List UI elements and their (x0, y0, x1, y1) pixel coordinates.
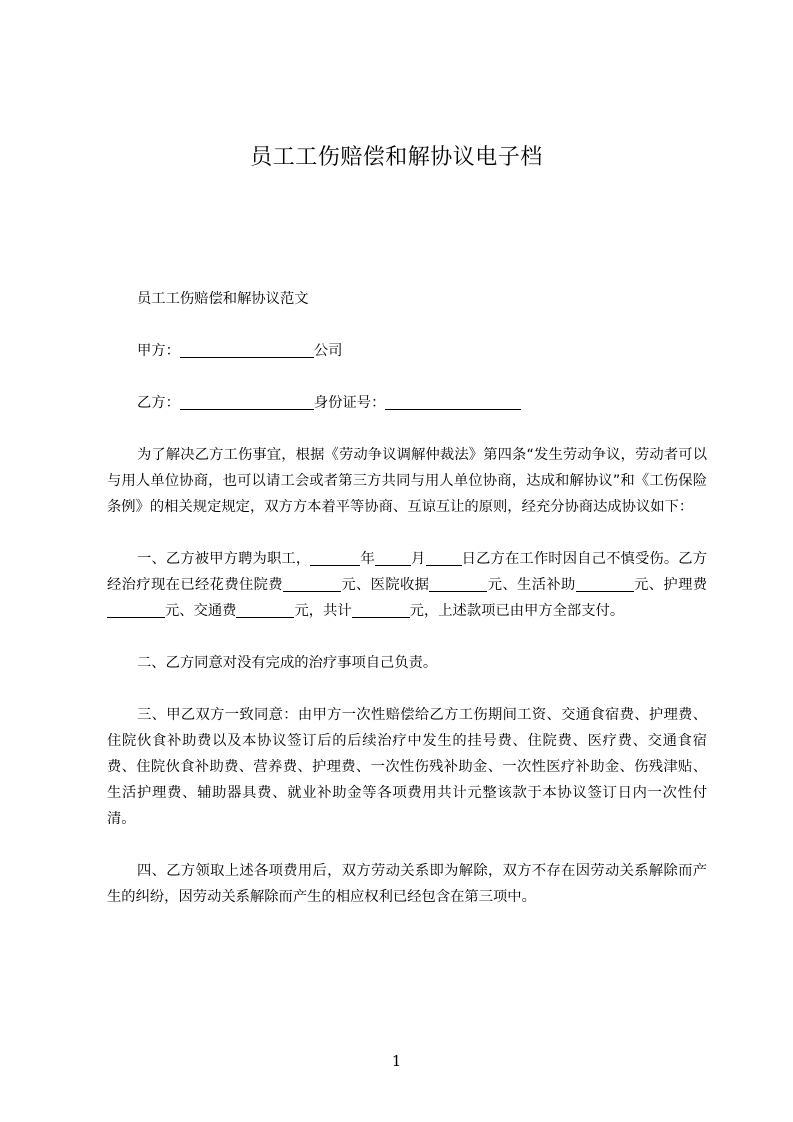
clause-1-paragraph (107, 546, 707, 624)
transport-fee-blank (236, 602, 294, 618)
clause-3-paragraph: 三、甲乙双方一致同意：由甲方一次性赔偿给乙方工伤期间工资、交通食宿费、护理费、住院伙食补助费以及本协议签订后的后续治疗中发生的挂号费、住院费、医疗费、交通食宿费、住院伙食补助费、营养费、护理费、一次性伤残补助金、一次性医疗补助金、伤残津贴、生活护理费、辅助器具费、就业补助金等各项费用共计元整该款于本协议签订日内一次性付清。 (107, 707, 707, 827)
party-b-id-label: 身份证号： (313, 395, 386, 411)
month-label: 月 (410, 551, 426, 567)
page-number: 1 (391, 1052, 402, 1070)
transport-fee-text: 元、交通费 (165, 603, 237, 619)
party-a-line (107, 338, 707, 364)
clause-2-paragraph: 二、乙方同意对没有完成的治疗事项自己负责。 (137, 655, 438, 671)
preamble-paragraph: 为了解决乙方工伤事宜，根据《劳动争议调解仲裁法》第四条“发生劳动争议，劳动者可以与用人单位协商，也可以请工会或者第三方共同与用人单位协商，达成和解协议”和《工伤保险条例》的相关规定规定，双方方本着平等协商、互谅互让的原则，经充分协商达成协议如下： (107, 447, 707, 515)
party-a-label: 甲方： (137, 343, 180, 359)
clause-1-ending: 元，上述款项已由甲方全部支付。 (409, 603, 625, 619)
clause-1-injury-text: 日乙方在工作时因自己不慎受伤。乙方经治疗现在已经花费住院费 (107, 551, 708, 593)
party-b-name-blank (180, 394, 314, 410)
living-subsidy-blank (576, 576, 634, 592)
document-body (107, 286, 707, 936)
hospital-receipt-blank (429, 576, 487, 592)
total-blank (352, 602, 410, 618)
party-a-name-blank (180, 342, 314, 358)
nursing-fee-blank (107, 602, 165, 618)
total-text: 元，共计 (294, 603, 352, 619)
party-b-id-blank (385, 394, 521, 410)
document-title: 员工工伤赔偿和解协议电子档 (250, 145, 543, 170)
living-subsidy-text: 元、生活补助 (487, 577, 576, 593)
party-b-line (107, 390, 707, 416)
day-blank (426, 550, 462, 566)
clause-4-paragraph: 四、乙方领取上述各项费用后，双方劳动关系即为解除，双方不存在因劳动关系解除而产生的纠纷，因劳动关系解除而产生的相应权利已经包含在第三项中。 (107, 863, 707, 905)
hospital-receipt-text: 元、医院收据 (340, 577, 430, 593)
party-a-suffix: 公司 (313, 343, 343, 359)
party-b-label: 乙方： (137, 395, 180, 411)
subtitle: 员工工伤赔偿和解协议范文 (137, 291, 309, 307)
nursing-fee-text: 元、护理费 (633, 577, 708, 593)
month-blank (375, 550, 411, 566)
year-blank (310, 550, 360, 566)
clause-1-intro: 一、乙方被甲方聘为职工， (137, 551, 311, 567)
hospitalization-fee-blank (283, 576, 341, 592)
year-label: 年 (360, 551, 375, 567)
